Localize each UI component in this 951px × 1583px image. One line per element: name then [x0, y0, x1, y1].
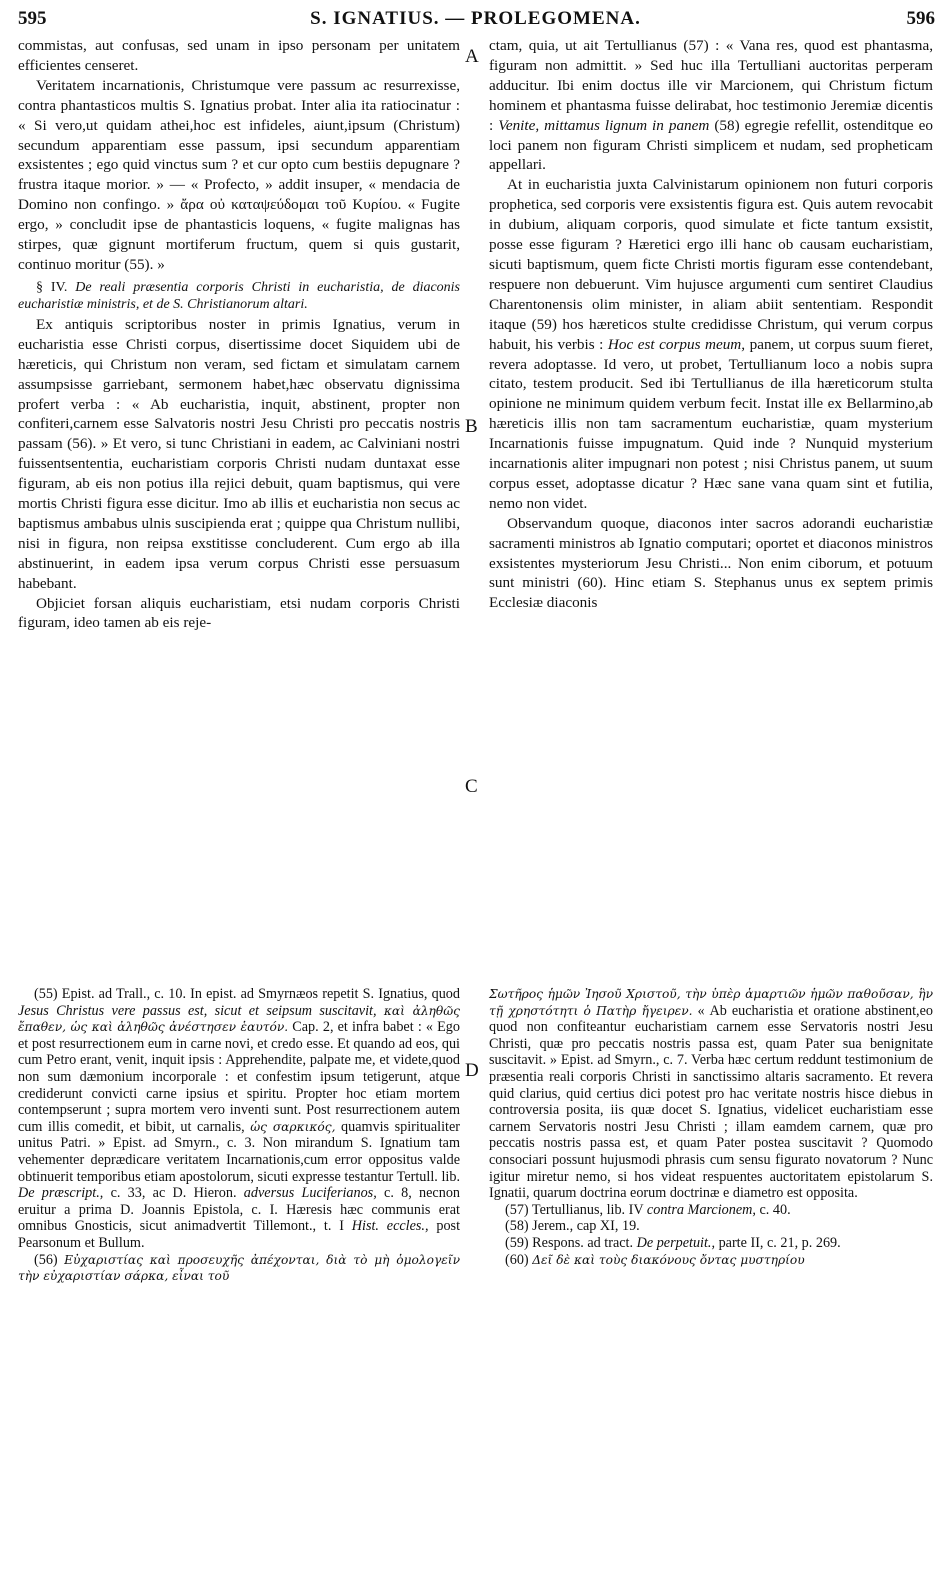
right-main-column	[489, 36, 933, 613]
footnote-60-number: (60)	[505, 1251, 529, 1268]
footnote-55-rest-2: quamvis spiritualiter unitus Patri. » Epist. ad Smyrn., c. 3. Non mirandum S. Ignatium tam vehementer deprædicare veritatem Incarnationis,cum error oppositus valde obtinuerit temporibus etiam apostolorum, sicuti expresse testantur Tertull. lib.	[18, 1118, 461, 1185]
section-number: § IV.	[36, 279, 68, 295]
margin-letter-a: A	[465, 46, 479, 67]
right-paragraph-2	[489, 175, 933, 513]
left-paragraph-3: Ex antiquis scriptoribus noster in primis Ignatius, verum in eucharistia esse Christi corpus, disertissime docet Siquidem ubi de hæreticis, qui Christum non veram, sed fictam et simulatam carnem assumpsisse garriebant, sermonem habet,hæc observatu dignissima profert verba : « Ab eucharistia, inquit, abstinent, propter non confiteri,carnem esse Salvatoris nostri Jesu Christi pro peccatis nostris passam (56). » Et vero, si tunc Christiani in eadem, ac Calviniani nostri fuissentsententia, eucharistiam corporis Christi nudam duntaxat esse figuram, ab eis non potius illa rejici debuit, quam baptismus, qui vere mortis Christi figura esse dicitur. Imo ab illis et eucharistia non secus ac baptismus ambabus ulnis suscipienda erat ; quippe qua Christum nullibi, nisi in figura, non reipsa exstitisse concluderent. Cum ergo ab illa abstinuerint, in eadem ipsa verum corpus Christi esse persuasum habebant.	[18, 315, 460, 592]
running-title: S. IGNATIUS. — PROLEGOMENA.	[310, 8, 641, 29]
footnote-56	[18, 1252, 460, 1285]
footnote-57-end: c. 40.	[759, 1201, 791, 1218]
margin-letter-b: B	[465, 416, 478, 437]
footnote-56-number: (56)	[34, 1251, 58, 1268]
footnote-55-greek-2: ὡς σαρκικός,	[250, 1119, 336, 1134]
footnote-55-rest-4: c. 8, necnon eruitur a prima D. Joannis Epistola, c. I. Hæresis hæc communis erat omnibus Gnosticis, sicut animadvertit Tillemont., t. I	[18, 1185, 461, 1235]
footnote-56-latin-continued: « Ab eucharistia et oratione abstinent,eo quod non confiteantur eucharistiam carnem esse Servatoris nostri Jesu Christi, quæ pro peccatis nostris passa est, quam Pater sua benignitate suscitavit. » Epist. ad Smyrn., c. 7. Verba hæc certum reddunt testimonium de præsentia reali corporis Christi in sanctissimo altaris sacramento. Et revera quid clarius, quid certius dici potest pro hac veritate nostris hisce diebus in controversia posita, iis quæ docet S. Ignatius, videlicet eucharistiam esse carnem Servatoris nostri Jesu Christi ; illam eamdem carnem, quæ pro peccatis nostris passa est, et quam Pater postea suscitavit ? Quomodo consociari possunt hujusmodi phrasis cum sensu figurato novatorum ? Nunc igitur miretur nemo, si hos videat respuentes auctoritatem epistolarum S. Ignatii, quarum doctrina eorum doctrinæ e diametro est opposita.	[489, 1002, 933, 1202]
footnote-59	[489, 1235, 933, 1252]
footnote-57	[489, 1202, 933, 1219]
right-paragraph-2-end: panem, ut corpus suum fieret, revera adoptasse. Id vero, ut probet, Tertullianum loco a nobis supra citato, testem producit. Sed ibi Tertullianus de illa hæreticorum stulta opinione ne minimum quidem verbum fecit. Instat ille ex Bellarmino,ab hæreticis illis non tam sacramentum eucharistiæ, quam mysterium Incarnationis fuisse impugnatum. Quid inde ? Nunquid mysterium incarnationis aliter impugnari non potest ; nisi Christus panem, ut suum corpus esset, adoptasse dicatur ? Hæc sane vana quam sint et futilia, nemo non videt.	[489, 335, 934, 512]
footnote-55	[18, 986, 460, 1252]
left-paragraph-1: commistas, aut confusas, sed unam in ipso personam per unitatem efficientes censeret.	[18, 37, 460, 74]
jeremiah-quote: Venite, mittamus lignum in panem	[498, 116, 710, 134]
footnote-55-italic-3: adversus Luciferianos,	[243, 1185, 377, 1202]
page-header	[0, 0, 951, 34]
margin-letter-c: C	[465, 776, 478, 797]
footnote-55-italic-2: De præscript.,	[18, 1185, 104, 1202]
footnote-57-text: (57) Tertullianus, lib. IV	[505, 1201, 644, 1218]
footnote-55-text: (55) Epist. ad Trall., c. 10. In epist. ad Smyrnæos repetit S. Ignatius, quod	[34, 986, 460, 1002]
margin-letter-d: D	[465, 1060, 479, 1081]
footnote-55-italic: Jesus Christus vere passus est, sicut et seipsum suscitavit,	[18, 1002, 377, 1019]
footnote-60	[489, 1252, 933, 1269]
footnote-55-rest-3: c. 33, ac D. Hieron.	[110, 1185, 237, 1202]
footnote-56-greek-continued: Σωτῆρος ἡμῶν Ἰησοῦ Χριστοῦ, τὴν ὑπὲρ ἁμαρτιῶν ἡμῶν παθοῦσαν, ἣν τῇ χρηστότητι ὁ Πατὴρ ἤγειρεν.	[489, 987, 933, 1018]
footnote-55-italic-4: Hist. eccles.,	[351, 1218, 429, 1235]
section-title: De reali præsentia corporis Christi in eucharistia, de diaconis eucharistiæ ministris, et de S. Christianorum altari.	[18, 279, 461, 312]
footnote-60-greek: Δεῖ δὲ καὶ τοὺς διακόνους ὄντας μυστηρίου	[532, 1252, 805, 1267]
left-paragraph-4: Objiciet forsan aliquis eucharistiam, etsi nudam corporis Christi figuram, ideo tamen ab eis reje-	[18, 594, 460, 632]
footnote-58: (58) Jerem., cap XI, 19.	[505, 1218, 640, 1235]
footnote-59-italic: De perpetuit.,	[636, 1234, 716, 1251]
left-main-column	[18, 36, 460, 633]
section-heading	[18, 279, 460, 313]
footnote-56-continued	[489, 986, 933, 1202]
footnote-59-end: parte II, c. 21, p. 269.	[718, 1234, 841, 1251]
footnote-56-greek: Εὐχαριστίας καὶ προσευχῆς ἀπέχονται, διὰ τὸ μὴ ὁμολογεῖν τὴν εὐχαριστίαν σάρκα, εἶναι τοῦ	[18, 1252, 461, 1284]
footnote-55-rest-5: post Pearsonum et Bullum.	[18, 1218, 461, 1251]
left-page-number: 595	[18, 8, 47, 29]
right-page-number: 596	[906, 8, 935, 29]
left-footnotes	[18, 986, 460, 1285]
footnote-55-greek: καὶ ἀληθῶς ἔπαθεν, ὡς καὶ ἀληθῶς ἀνέστησεν ἑαυτόν.	[18, 1003, 460, 1035]
right-paragraph-1-text: ctam, quia, ut ait Tertullianus (57) : « Vana res, quod est phantasma, figuram non admittit. » Sed huc illa Tertulliani auctoritas perperam adducitur. Ibi enim doctus ille vir Marcionem, qui Christum fictum hominem et phantasma fuisse delirabat, hoc testimonio Jeremiæ dicentis :	[489, 37, 933, 134]
right-paragraph-2-text: At in eucharistia juxta Calvinistarum opinionem non futuri corporis prophetica, sed corporis vere exsistentis figura est. Quis autem revocabit in dubium, aliquam corporis, quod simulate et ficte tantum exsistit, posse esse figuram ? Hæretici ergo illi hanc ob causam eucharistiam, sicuti baptismum, quem ficte Christi mortis figuram esse contendebant, respuere non debuerunt. Vim hujusce argumenti cum sentiret Claudius Charentonensis olim minister, in aliam abiit sententiam. Respondit itaque (59) hos hæreticos stulte credidisse Christum, qui verum corpus habuit, his verbis :	[489, 176, 933, 353]
left-paragraph-2: Veritatem incarnationis, Christumque vere passum ac resurrexisse, contra phantasticos multis S. Ignatius probat. Inter alia ita ratiocinatur : « Si vero,ut quidam athei,hoc est infideles, aiunt,ipsum (Christum) secundum apparentiam esse passum, ipsi secundum apparentiam exsistentes ; ego quid vinctus sum ? et cur opto cum bestiis depugnare ? frustra itaque morior. » — « Profecto, » addit insuper, « mendacia de Domino non confingo. » ἄρα οὐ καταψεύδομαι τοῦ Κυρίου. « Fugite ergo, » concludit ipse de phantasticis loquens, « fugite malignas has stirpes, quæ gignunt mortiferum fructum, quem si quis gustarit, continuo moritur (55). »	[18, 76, 460, 273]
footnote-57-italic: contra Marcionem,	[646, 1201, 756, 1218]
footnote-55-rest: Cap. 2, et infra babet : « Ego et post resurrectionem eum in carne novi, et credo esse. Et quando ad eos, qui cum Petro erant, venit, inquit ipsis : Apprehendite, palpate me, et videte,quod non sum dæmonium incorporale : et confestim ipsum tetigerunt, atque crediderunt convicti carne ipsius et spiritu. Propter hoc etiam mortem contempserunt ; supra mortem vero inventi sunt. Post resurrectionem autem cum illis comedit, et bibit, ut carnalis,	[18, 1019, 460, 1135]
right-footnotes	[489, 986, 933, 1268]
right-paragraph-1-end: (58) egregie refellit, ostenditque eo loci panem non figuram Christi simplicem et nudam, sed propheticam appellari.	[489, 116, 934, 174]
right-paragraph-1	[489, 36, 933, 175]
hoc-est-quote: Hoc est corpus meum,	[607, 335, 746, 353]
right-paragraph-3: Observandum quoque, diaconos inter sacros adorandi eucharistiæ sacramenti ministros ab Ignatio computari; oportet et diaconos ministros exsistentes mysteriorum Jesu Christi... Non enim ciborum, et potuum sunt ministri (60). Hinc etiam S. Stephanus unus ex septem primis Ecclesiæ diaconis	[489, 514, 933, 612]
footnote-59-text: (59) Respons. ad tract.	[505, 1234, 634, 1251]
